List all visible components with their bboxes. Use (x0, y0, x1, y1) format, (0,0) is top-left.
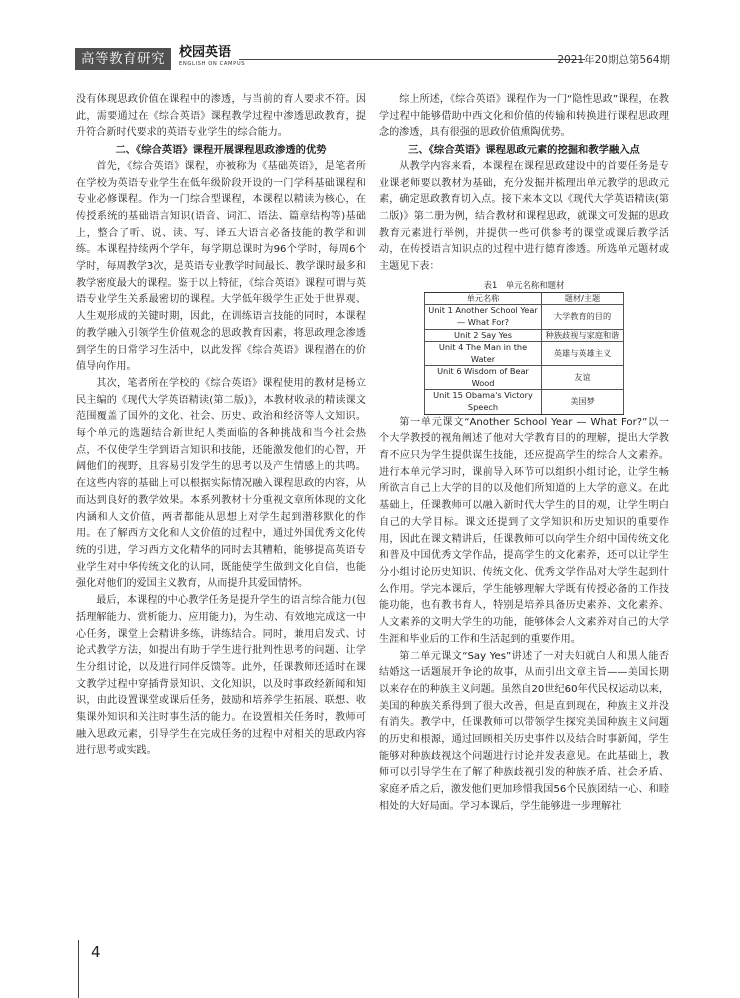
table-cell: Unit 1 Another School Year — What For? (425, 305, 542, 329)
table-cell: Unit 4 The Man in the Water (425, 342, 542, 366)
table-row (425, 342, 624, 366)
table-cell: 英雄与英雄主义 (542, 342, 624, 366)
section-heading: 三、《综合英语》课程思政元素的挖掘和教学融入点 (408, 144, 640, 157)
right-column (379, 92, 669, 816)
paragraph: 综上所述，《综合英语》课程作为一门“隐性思政”课程，在教学过程中能够借助中西文化和价值的传输和转换进行课程思政理念的渗透，具有很强的思政价值熏陶优势。 (379, 94, 669, 139)
page-number-rule (78, 940, 79, 998)
paragraph: 首先，《综合英语》课程，亦被称为《基础英语》，是笔者所在学校为英语专业学生在低年级阶段开设的一门学科基础课程和专业必修课程。作为一门综合型课程，本课程以精读为核心，在传授系统的基础语言知识(语音、词汇、语法、篇章结构等)基础上，整合了听、说、读、写、译五大语言必备技能的教学和训练。本课程持续两个学年，每学期总课时为96个学时，每周6个学时，每周教学3次，是英语专业教学时间最长、教学课时最多和教学密度最大的课程。鉴于以上特征，《综合英语》课程可谓与英语专业学生关系最密切的课程。大学低年级学生正处于世界观、人生观形成的关键时期，因此，在训练语言技能的同时，本课程的教学融入引领学生价值观念的思政教育因素，将思政理念渗透到学生的日常学习生活中，以此发挥《综合英语》课程潜在的价值导向作用。 (76, 160, 366, 373)
journal-brand: 校园英语 (179, 45, 232, 60)
journal-brand-en: ENGLISH ON CAMPUS (179, 61, 246, 67)
table-cell: 大学教育的目的 (542, 305, 624, 329)
header-rule (239, 59, 585, 60)
unit-table (424, 292, 624, 415)
table-cell: 友谊 (542, 366, 624, 390)
table-cell: 种族歧视与家庭和谐 (542, 329, 624, 342)
paragraph: 最后，本课程的中心教学任务是提升学生的语言综合能力(包括理解能力、赏析能力、应用能力)，为生动、有效地完成这一中心任务，课堂上会精讲多练，讲练结合。同时，兼用启发式、讨论式教学方法，如提出有助于学生进行批判性思考的问题、让学生分组讨论，以及进行同伴反馈等。此外，任课教师还适时在课文教学过程中穿插背景知识、文化知识，以及时事政经新闻和知识，由此设置课堂或课后任务，鼓励和培养学生拓展、联想、收集课外知识和关注时事生活的能力。在设置相关任务时，教师可融入思政元素，引导学生在完成任务的过程中对相关的思政内容进行思考或实践。 (76, 595, 366, 757)
table-row (425, 329, 624, 342)
table-row (425, 390, 624, 414)
paragraph: 其次，笔者所在学校的《综合英语》课程使用的教材是杨立民主编的《现代大学英语精读(第二版)》，本教材收录的精读课文范围覆盖了国外的文化、社会、历史、政治和经济等人文知识。每个单元的选题结合新世纪人类面临的各种挑战和当今社会热点，不仅使学生学到语言知识和技能，还能激发他们的心智，开阔他们的视野，且容易引发学生的思考以及产生情感上的共鸣。在这些内容的基础上可以根据实际情况融入课程思政的内容，从而达到良好的教学效果。本系列教材十分重视文章所体现的文化内涵和人文价值，两者都能从思想上对学生起到潜移默化的作用。在了解西方文化和人文价值的过程中，通过外国优秀文化传统的引进，学习西方文化精华的同时去其糟粕，能够提高英语专业学生对中华传统文化的认同，既能使学生做到文化自信，也能强化对他们的爱国主义教育，从而提升其爱国情怀。 (76, 377, 366, 590)
page-number: 4 (91, 943, 101, 961)
section-heading: 二、《综合英语》课程开展课程思政渗透的优势 (115, 144, 327, 157)
table-cell: Unit 15 Obama's Victory Speech (425, 390, 542, 414)
table-row (425, 366, 624, 390)
table-caption: 表1 单元名称和题材 (483, 279, 565, 290)
table-header-row (425, 292, 624, 305)
table-row (425, 305, 624, 329)
table-header-cell: 题材/主题 (542, 292, 624, 305)
table-header-cell: 单元名称 (425, 292, 542, 305)
table-cell: Unit 6 Wisdom of Bear Wood (425, 366, 542, 390)
paragraph: 第二单元课文“Say Yes”讲述了一对夫妇就白人和黑人能否结婚这一话题展开争论的故事，从而引出文章主旨——美国长期以来存在的种族主义问题。虽然自20世纪60年代民权运动以来，美国的种族关系得到了很大改善，但是直到现在，种族主义并没有消失。教学中，任课教师可以带领学生探究美国种族主义问题的历史和根源，通过回顾相关历史事件以及结合时事新闻，学生能够对种族歧视这个问题进行讨论并发表意见。在此基础上，教师可以引导学生在了解了种族歧视引发的种族矛盾、社会矛盾、家庭矛盾之后，激发他们更加珍惜我国56个民族团结一心、和睦相处的大好局面。学习本课后，学生能够进一步理解社 (379, 650, 669, 812)
paragraph: 从教学内容来看，本课程在课程思政建设中的首要任务是专业课老师要以教材为基础，充分发掘并梳理出单元教学的思政元素，确定思政教育切入点。接下来本文以《现代大学英语精读(第二版)》第二册为例，结合教材和课程思政，就课文可发掘的思政教育元素进行举例，并提供一些可供参考的课堂或课后教学活动，在传授语言知识点的过程中进行德育渗透。所选单元题材或主题见下表： (379, 160, 669, 273)
paragraph: 第一单元课文“Another School Year — What For?”以一个大学教授的视角阐述了他对大学教育目的的理解，提出大学教育不应只为学生提供谋生技能，还应提高学生的综合人文素养。进行本单元学习时，课前导入环节可以组织小组讨论，让学生畅所欲言自己上大学的目的以及他们所知道的上大学的意义。在此基础上，任课教师可以融入新时代大学生的目的观，让学生明白自己的大学目标。课文还提到了文学知识和历史知识的重要作用，因此在课文精讲后，任课教师可以向学生介绍中国传统文化和普及中国优秀文学作品，提高学生的文化素养，还可以让学生分小组讨论历史知识、传统文化、优秀文学作品对大学生起到什么作用。学完本课后，学生能够理解大学既有传授必备的工作技能功能，也有教书育人，特别是培养具备历史素养、文化素养、人文素养的文明大学生的功能，能够体会人文素养对自己的大学生涯和毕业后的工作和生活起到的重要作用。 (379, 416, 669, 645)
table-cell: Unit 2 Say Yes (425, 329, 542, 342)
table-cell: 美国梦 (542, 390, 624, 414)
issue-info: 2021年20期总第564期 (557, 54, 670, 66)
paragraph: 没有体现思政价值在课程中的渗透，与当前的育人要求不符。因此，需要通过在《综合英语》课程教学过程中渗透思政教育，提升符合新时代要求的英语专业学生的综合能力。 (76, 94, 366, 139)
page-header (75, 44, 670, 74)
left-column (76, 92, 366, 760)
section-tag: 高等教育研究 (75, 48, 171, 70)
